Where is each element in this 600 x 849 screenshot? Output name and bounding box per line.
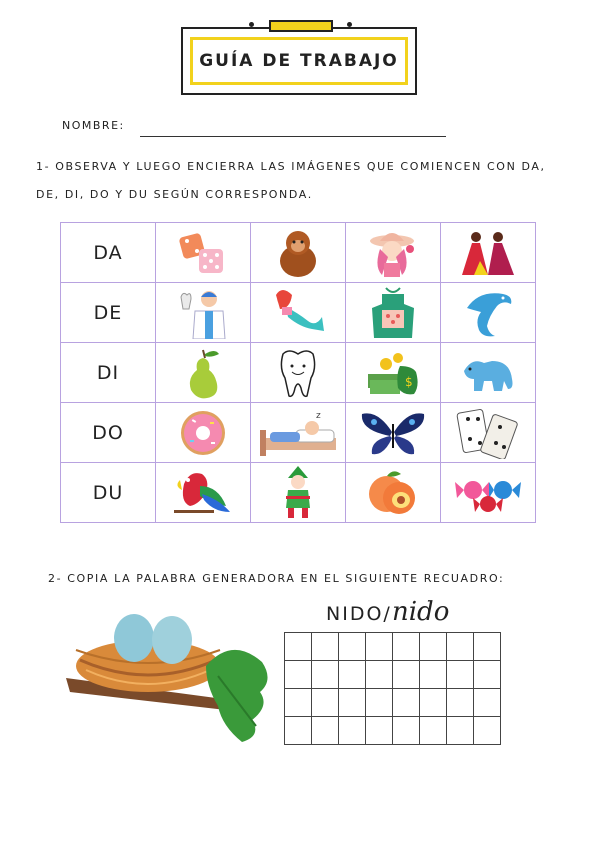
donut-icon xyxy=(178,408,228,458)
syllable-cell xyxy=(61,463,156,523)
syllable-grid xyxy=(60,222,536,523)
svg-text:z: z xyxy=(316,410,321,421)
flamenco-dancers-icon xyxy=(458,227,518,279)
generator-word: NIDO/ xyxy=(326,603,392,625)
syllable-label: DA xyxy=(93,241,123,264)
syllable-label: DU xyxy=(92,481,124,504)
syllable-label: DE xyxy=(93,301,123,324)
apron-icon xyxy=(368,286,418,340)
dinosaur-icon xyxy=(458,349,518,397)
svg-text:$: $ xyxy=(405,374,413,389)
image-cell[interactable] xyxy=(251,403,346,463)
dentist-icon xyxy=(175,287,231,339)
syllable-cell xyxy=(61,403,156,463)
generator-word-script: nido xyxy=(392,597,450,627)
syllable-label: DO xyxy=(92,421,124,444)
sleeping-child-icon xyxy=(256,408,340,458)
peach-icon xyxy=(363,468,423,518)
image-cell[interactable] xyxy=(156,283,251,343)
image-cell[interactable] xyxy=(346,283,441,343)
butterfly-icon xyxy=(358,408,428,458)
syllable-label: DI xyxy=(96,361,120,384)
image-cell[interactable] xyxy=(346,343,441,403)
nombre-label: NOMBRE: xyxy=(62,119,125,132)
nombre-input-line[interactable] xyxy=(140,136,446,137)
woman-with-hat-icon xyxy=(366,227,420,279)
instruction-2: 2- COPIA LA PALABRA GENERADORA EN EL SIGUIENTE RECUADRO: xyxy=(48,572,505,585)
image-cell[interactable] xyxy=(251,343,346,403)
title-tab xyxy=(269,20,333,32)
pear-icon xyxy=(181,346,225,400)
parrot-icon xyxy=(170,466,236,520)
image-cell[interactable] xyxy=(251,223,346,283)
mermaid-icon xyxy=(268,287,328,339)
image-cell[interactable] xyxy=(346,403,441,463)
image-cell[interactable] xyxy=(346,463,441,523)
image-cell[interactable] xyxy=(156,463,251,523)
image-cell[interactable] xyxy=(156,403,251,463)
nest-icon xyxy=(56,606,278,750)
instruction-1-line-1: 1- OBSERVA Y LUEGO ENCIERRA LAS IMÁGENES QUE COMIENCEN CON DA, xyxy=(36,160,546,173)
orangutan-icon xyxy=(273,227,323,279)
image-cell[interactable] xyxy=(441,223,536,283)
image-cell[interactable] xyxy=(441,343,536,403)
elf-icon xyxy=(278,466,318,520)
image-cell[interactable] xyxy=(441,283,536,343)
syllable-cell xyxy=(61,343,156,403)
title-box xyxy=(181,27,417,95)
money-icon xyxy=(364,348,422,398)
candy-icon xyxy=(453,468,523,518)
image-cell[interactable] xyxy=(251,283,346,343)
syllable-cell xyxy=(61,283,156,343)
image-cell[interactable] xyxy=(441,403,536,463)
image-cell[interactable] xyxy=(156,223,251,283)
dolphin-icon xyxy=(459,286,517,340)
image-cell[interactable] xyxy=(346,223,441,283)
tooth-icon xyxy=(275,346,321,400)
dominoes-icon xyxy=(456,407,520,459)
image-cell[interactable] xyxy=(441,463,536,523)
image-cell[interactable] xyxy=(156,343,251,403)
syllable-cell xyxy=(61,223,156,283)
copy-grid[interactable] xyxy=(284,632,501,745)
instruction-1-line-2: DE, DI, DO Y DU SEGÚN CORRESPONDA. xyxy=(36,188,313,201)
page-title: GUÍA DE TRABAJO xyxy=(199,51,399,71)
image-cell[interactable] xyxy=(251,463,346,523)
dice-icon xyxy=(173,229,233,277)
